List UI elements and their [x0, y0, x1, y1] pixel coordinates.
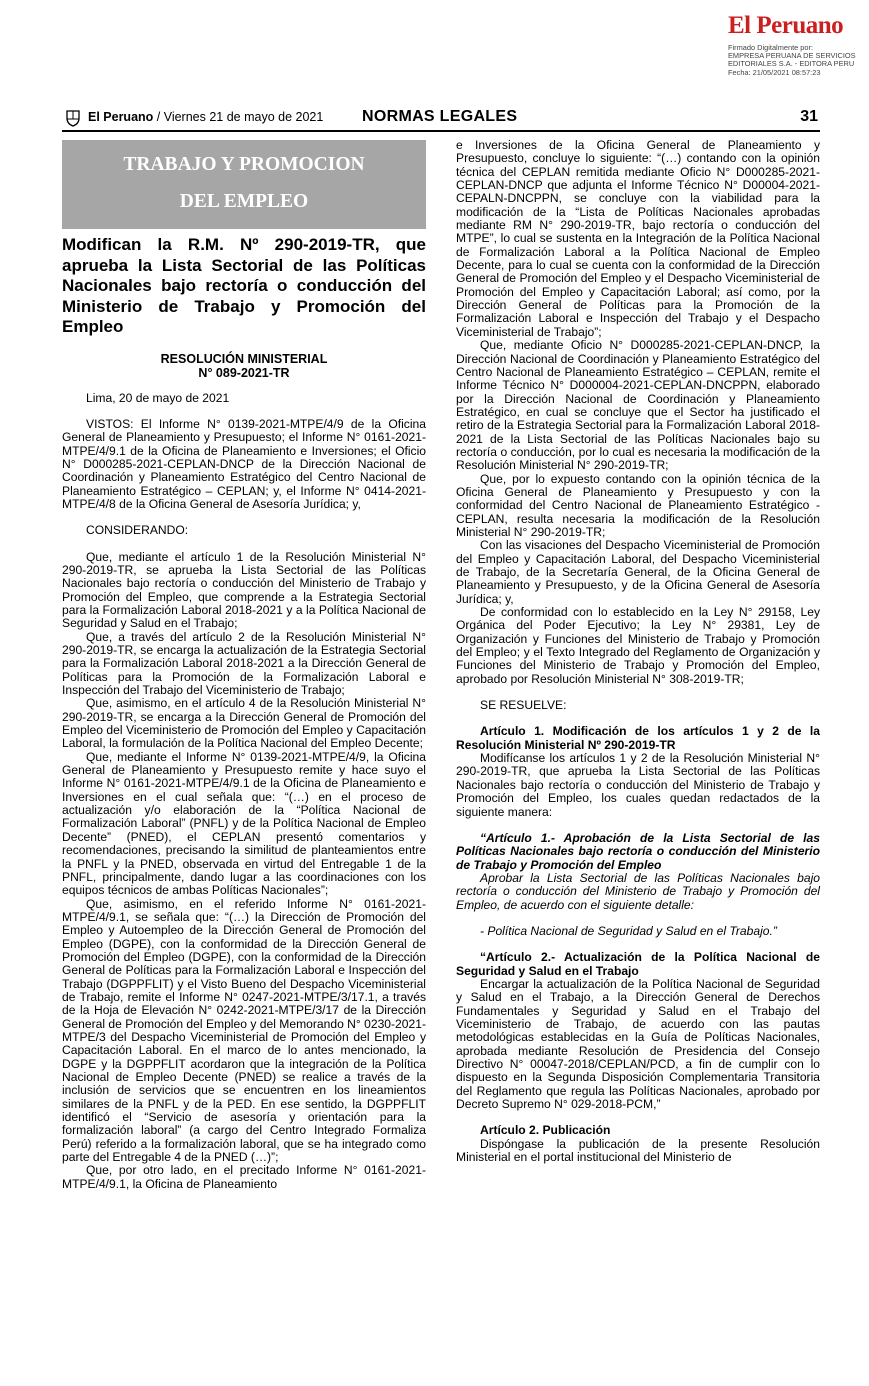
header-publication: El Peruano / Viernes 21 de mayo de 2021	[88, 110, 324, 124]
paragraph: Que, mediante el Informe N° 0139-2021-MTPE/4/9, la Oficina General de Planeamiento y Presupuesto remite y hace suyo el Informe N° 0161-2021-MTPE/4/9.1 de la Oficina de Planeamiento e Inversiones en el cual señala que: “(…) en el proceso de actualización y/o elaboración de la “Política Nacional de Formalización Laboral” (PNFL) y de la Política Nacional de Empleo Decente” (PNED), el CEPLAN presentó comentarios y recomendaciones, precisando la similitud de planteamientos entre la PNFL y la PNED, observada en virtud del Entregable 1 de la PNFL, principalmente, dando lugar a las coordinaciones con los equipos técnicos de ambas Políticas Nacionales”;	[62, 749, 426, 898]
paragraph: Que, a través del artículo 2 de la Resolución Ministerial N° 290-2019-TR, se encarga la actualización de la Estrategia Sectorial para la Formalización Laboral 2018-2021 a la Dirección General de Políticas para la Promoción de la Formalización Laboral e Inspección del Trabajo del Viceministerio de Trabajo;	[62, 629, 426, 698]
paragraph: SE RESUELVE:	[480, 698, 567, 713]
left-column	[62, 140, 426, 1191]
article-heading: “Artículo 2.- Actualización de la Política Nacional de Seguridad y Salud en el Trabajo	[456, 950, 820, 978]
publication-date: Viernes 21 de mayo de 2021	[163, 110, 324, 124]
section-box	[62, 140, 426, 229]
resolution-title	[62, 352, 426, 380]
paragraph: Encargar la actualización de la Política Nacional de Seguridad y Salud en el Trabajo, a la Dirección General de Derechos Fundamentales y Seguridad y Salud en el Trabajo del Viceministerio de Trabajo, de acuerdo con las pautas metodológicas establecidas en la Guía de Políticas Nacionales, aprobada mediante Resolución de Presidencia del Consejo Directivo N° 00047-2018/CEPLAN/PCD, a fin de cumplir con lo dispuesto en la Segunda Disposición Complementaria Transitoria del Reglamento que regula las Políticas Nacionales, aprobado por Decreto Supremo N° 029-2018-PCM,”	[456, 976, 820, 1112]
paragraph: Que, mediante el artículo 1 de la Resolución Ministerial N° 290-2019-TR, se aprueba la Lista Sectorial de las Políticas Nacionales bajo rectoría o conducción del Ministerio de Trabajo y Promoción del Empleo, que comprende a la Estrategia Sectorial para la Formalización Laboral 2018-2021 y a la Política Nacional de Seguridad y Salud en el Trabajo;	[62, 549, 426, 631]
paragraph: Que, por lo expuesto contando con la opinión técnica de la Oficina General de Planeamiento y Presupuesto y con la conformidad del Centro Nacional de Planeamiento Estratégico - CEPLAN, resulta necesaria la modificación de la Resolución Ministerial N° 290-2019-TR;	[456, 471, 820, 539]
publication-name: El Peruano	[88, 110, 154, 124]
paragraph-gap	[456, 912, 820, 925]
paragraph-gap	[62, 538, 426, 551]
resolution-number: N° 089-2021-TR	[198, 365, 290, 380]
section-name: NORMAS LEGALES	[362, 108, 518, 125]
article-headline: Modifican la R.M. Nº 290-2019-TR, que aprueba la Lista Sectorial de las Políticas Nacionales bajo rectoría o conducción del Ministerio de Trabajo y Promoción del Empleo	[62, 235, 426, 336]
signature-line: EMPRESA PERUANA DE SERVICIOS	[728, 51, 856, 61]
paragraph: Que, mediante Oficio N° D000285-2021-CEPLAN-DNCP, la Dirección Nacional de Coordinación y Planeamiento Estratégico del Centro Nacional de Planeamiento Estratégico – CEPLAN, remite el Informe Técnico N° D000004-2021-CEPLAN-DNCPPN, elaborado por la Dirección Nacional de Coordinación y Planeamiento Estratégico, en cual se concluye que el Sector ha justificado el retiro de la Estrategia Sectorial para la Formalización Laboral 2018-2021 de la Lista Sectorial de las Políticas Nacionales bajo su rectoría o conducción, por lo cual es necesaria la modificación de la Resolución Ministerial N° 290-2019-TR;	[456, 338, 820, 473]
article-heading: “Artículo 1.- Aprobación de la Lista Sectorial de las Políticas Nacionales bajo rectoría o conducción del Ministerio de Trabajo y Promoción del Empleo	[456, 830, 820, 872]
paragraph: Lima, 20 de mayo de 2021	[86, 390, 230, 405]
page-header	[62, 108, 820, 132]
paragraph: Que, asimismo, en el artículo 4 de la Resolución Ministerial N° 290-2019-TR, se encarga a la Dirección General de Promoción del Empleo del Viceministerio de Promoción del Empleo y Capacitación Laboral, la formulación de la Política Nacional del Empleo Decente;	[62, 696, 426, 751]
section-box-line: TRABAJO Y PROMOCION	[123, 154, 365, 175]
signature-line: Fecha: 21/05/2021 08:57:23	[728, 67, 821, 77]
right-body	[456, 139, 820, 1164]
brand-logo: El Peruano	[728, 12, 844, 39]
paragraph: e Inversiones de la Oficina General de Planeamiento y Presupuesto, concluye lo siguiente: “(…) contando con la opinión técnica del CEPLAN remitida mediante Oficio N° D000285-2021-CEPLAN-DNCP que adjunta el Informe Técnico N° D00004-2021-CEPALN-DNCPPN, se concluye con la viabilidad para la modificación de la “Lista de Políticas Nacionales aprobadas mediante RM N° 290-2019-TR, bajo rectoría o conducción del MTPE”, lo cual se sustenta en la Integración de la Política Nacional de Formalización Laboral a la Política Nacional de Empleo Decente, para lo cual se cuenta con la conformidad de la Dirección General de Promoción del Empleo y el Despacho Viceministerial de Promoción del Empleo y Capacitación Laboral; así como, por la Dirección General de Políticas para la Promoción de la Formalización Laboral e Inspección del Trabajo y el Despacho Viceministerial de Trabajo”;	[456, 138, 820, 339]
signature-line: EDITORIALES S.A. - EDITORA PERU	[728, 59, 855, 69]
resolution-title-line: RESOLUCIÓN MINISTERIAL	[160, 351, 328, 366]
paragraph-gap	[62, 405, 426, 418]
paragraph: Dispóngase la publicación de la presente Resolución Ministerial en el portal institucional del Ministerio de	[456, 1136, 820, 1165]
left-body	[62, 392, 426, 1192]
paragraph: Aprobar la Lista Sectorial de las Políticas Nacionales bajo rectoría o conducción del Ministerio de Trabajo y Promoción del Empleo, de acuerdo con el siguiente detalle:	[456, 870, 820, 912]
paragraph-gap	[456, 819, 820, 832]
coat-of-arms-icon	[64, 109, 82, 127]
paragraph: Que, asimismo, en el referido Informe N° 0161-2021-MTPE/4/9.1, se señala que: “(…) la Dirección de Promoción del Empleo y Autoempleo de la Dirección General de Promoción del Empleo (DGPE), con la conformidad de la Dirección General de Promoción del Empleo (DGPE), con la conformidad de la Dirección General de Políticas para la Formalización Laboral e Inspección del Trabajo (DGPPFLIT) y el Visto Bueno del Despacho Viceministerial de Trabajo, remite el Informe N° 0247-2021-MTPE/3/17.1, a través de la Hoja de Elevación N° 0242-2021-MTPE/3/17 de la Dirección General de Promoción del Empleo y del Memorando N° 0230-2021-MTPE/3 del Despacho Viceministerial de Promoción del Empleo y Capacitación Laboral. En el marco de lo antes mencionado, la DGPE y la DGPPFLIT acordaron que la integración de la Política Nacional de Empleo Decente (PNED) se realice a través de la inclusión de servicios que se encuentren en los lineamientos similares de la PNFL y de la PED. En ese sentido, la DGPPFLIT identificó el “Servicio de asesoría y orientación para la formalización laboral” (a cargo del Centro Integrado Formaliza Perú) referido a la formalización laboral, que se ha integrado como parte del Entregable 4 de la PNED (…)”;	[62, 896, 426, 1165]
digital-signature	[728, 44, 863, 77]
right-column	[456, 139, 820, 1164]
section-box-line: DEL EMPLEO	[179, 191, 309, 212]
article-heading: Artículo 1. Modificación de los artículos 1 y 2 de la Resolución Ministerial Nº 290-2019-TR	[456, 724, 820, 752]
paragraph: Que, por otro lado, en el precitado Informe N° 0161-2021-MTPE/4/9.1, la Oficina de Planeamiento	[62, 1163, 426, 1191]
paragraph: VISTOS: El Informe N° 0139-2021-MTPE/4/9 de la Oficina General de Planeamiento y Presupuesto; el Informe N° 0161-2021-MTPE/4/9.1 de la Oficina de Planeamiento e Inversiones; el Oficio N° D000285-2021-CEPLAN-DNCP de la Dirección Nacional de Coordinación y Planeamiento Estratégico del Centro Nacional de Planeamiento Estratégico – CEPLAN; y, el Informe N° 0414-2021-MTPE/4/8 de la Oficina General de Asesoría Jurídica; y,	[62, 416, 426, 511]
paragraph: CONSIDERANDO:	[86, 523, 189, 538]
article-heading: Artículo 2. Publicación	[480, 1123, 611, 1138]
paragraph: Con las visaciones del Despacho Viceministerial de Promoción del Empleo y Capacitación Laboral, del Despacho Viceministerial de Trabajo, de la Secretaría General, de la Oficina General de Planeamiento y Presupuesto, y de la Oficina General de Asesoría Jurídica; y,	[456, 538, 820, 606]
page-number: 31	[800, 108, 818, 125]
paragraph: - Política Nacional de Seguridad y Salud en el Trabajo.”	[480, 923, 777, 938]
signature-line: Firmado Digitalmente por:	[728, 43, 814, 52]
paragraph: Modifícanse los artículos 1 y 2 de la Resolución Ministerial N° 290-2019-TR, que aprueba la Lista Sectorial de las Políticas Nacionales bajo rectoría o conducción del Ministerio de Trabajo y Promoción del Empleo, los cuales quedan redactados de la siguiente manera:	[456, 751, 820, 819]
paragraph: De conformidad con lo establecido en la Ley N° 29158, Ley Orgánica del Poder Ejecutivo; la Ley N° 29381, Ley de Organización y Funciones del Ministerio de Trabajo y Promoción del Empleo; y el Texto Integrado del Reglamento de Organización y Funciones del Ministerio de Trabajo y Promoción del Empleo, aprobado por Resolución Ministerial N° 308-2019-TR;	[456, 605, 820, 686]
